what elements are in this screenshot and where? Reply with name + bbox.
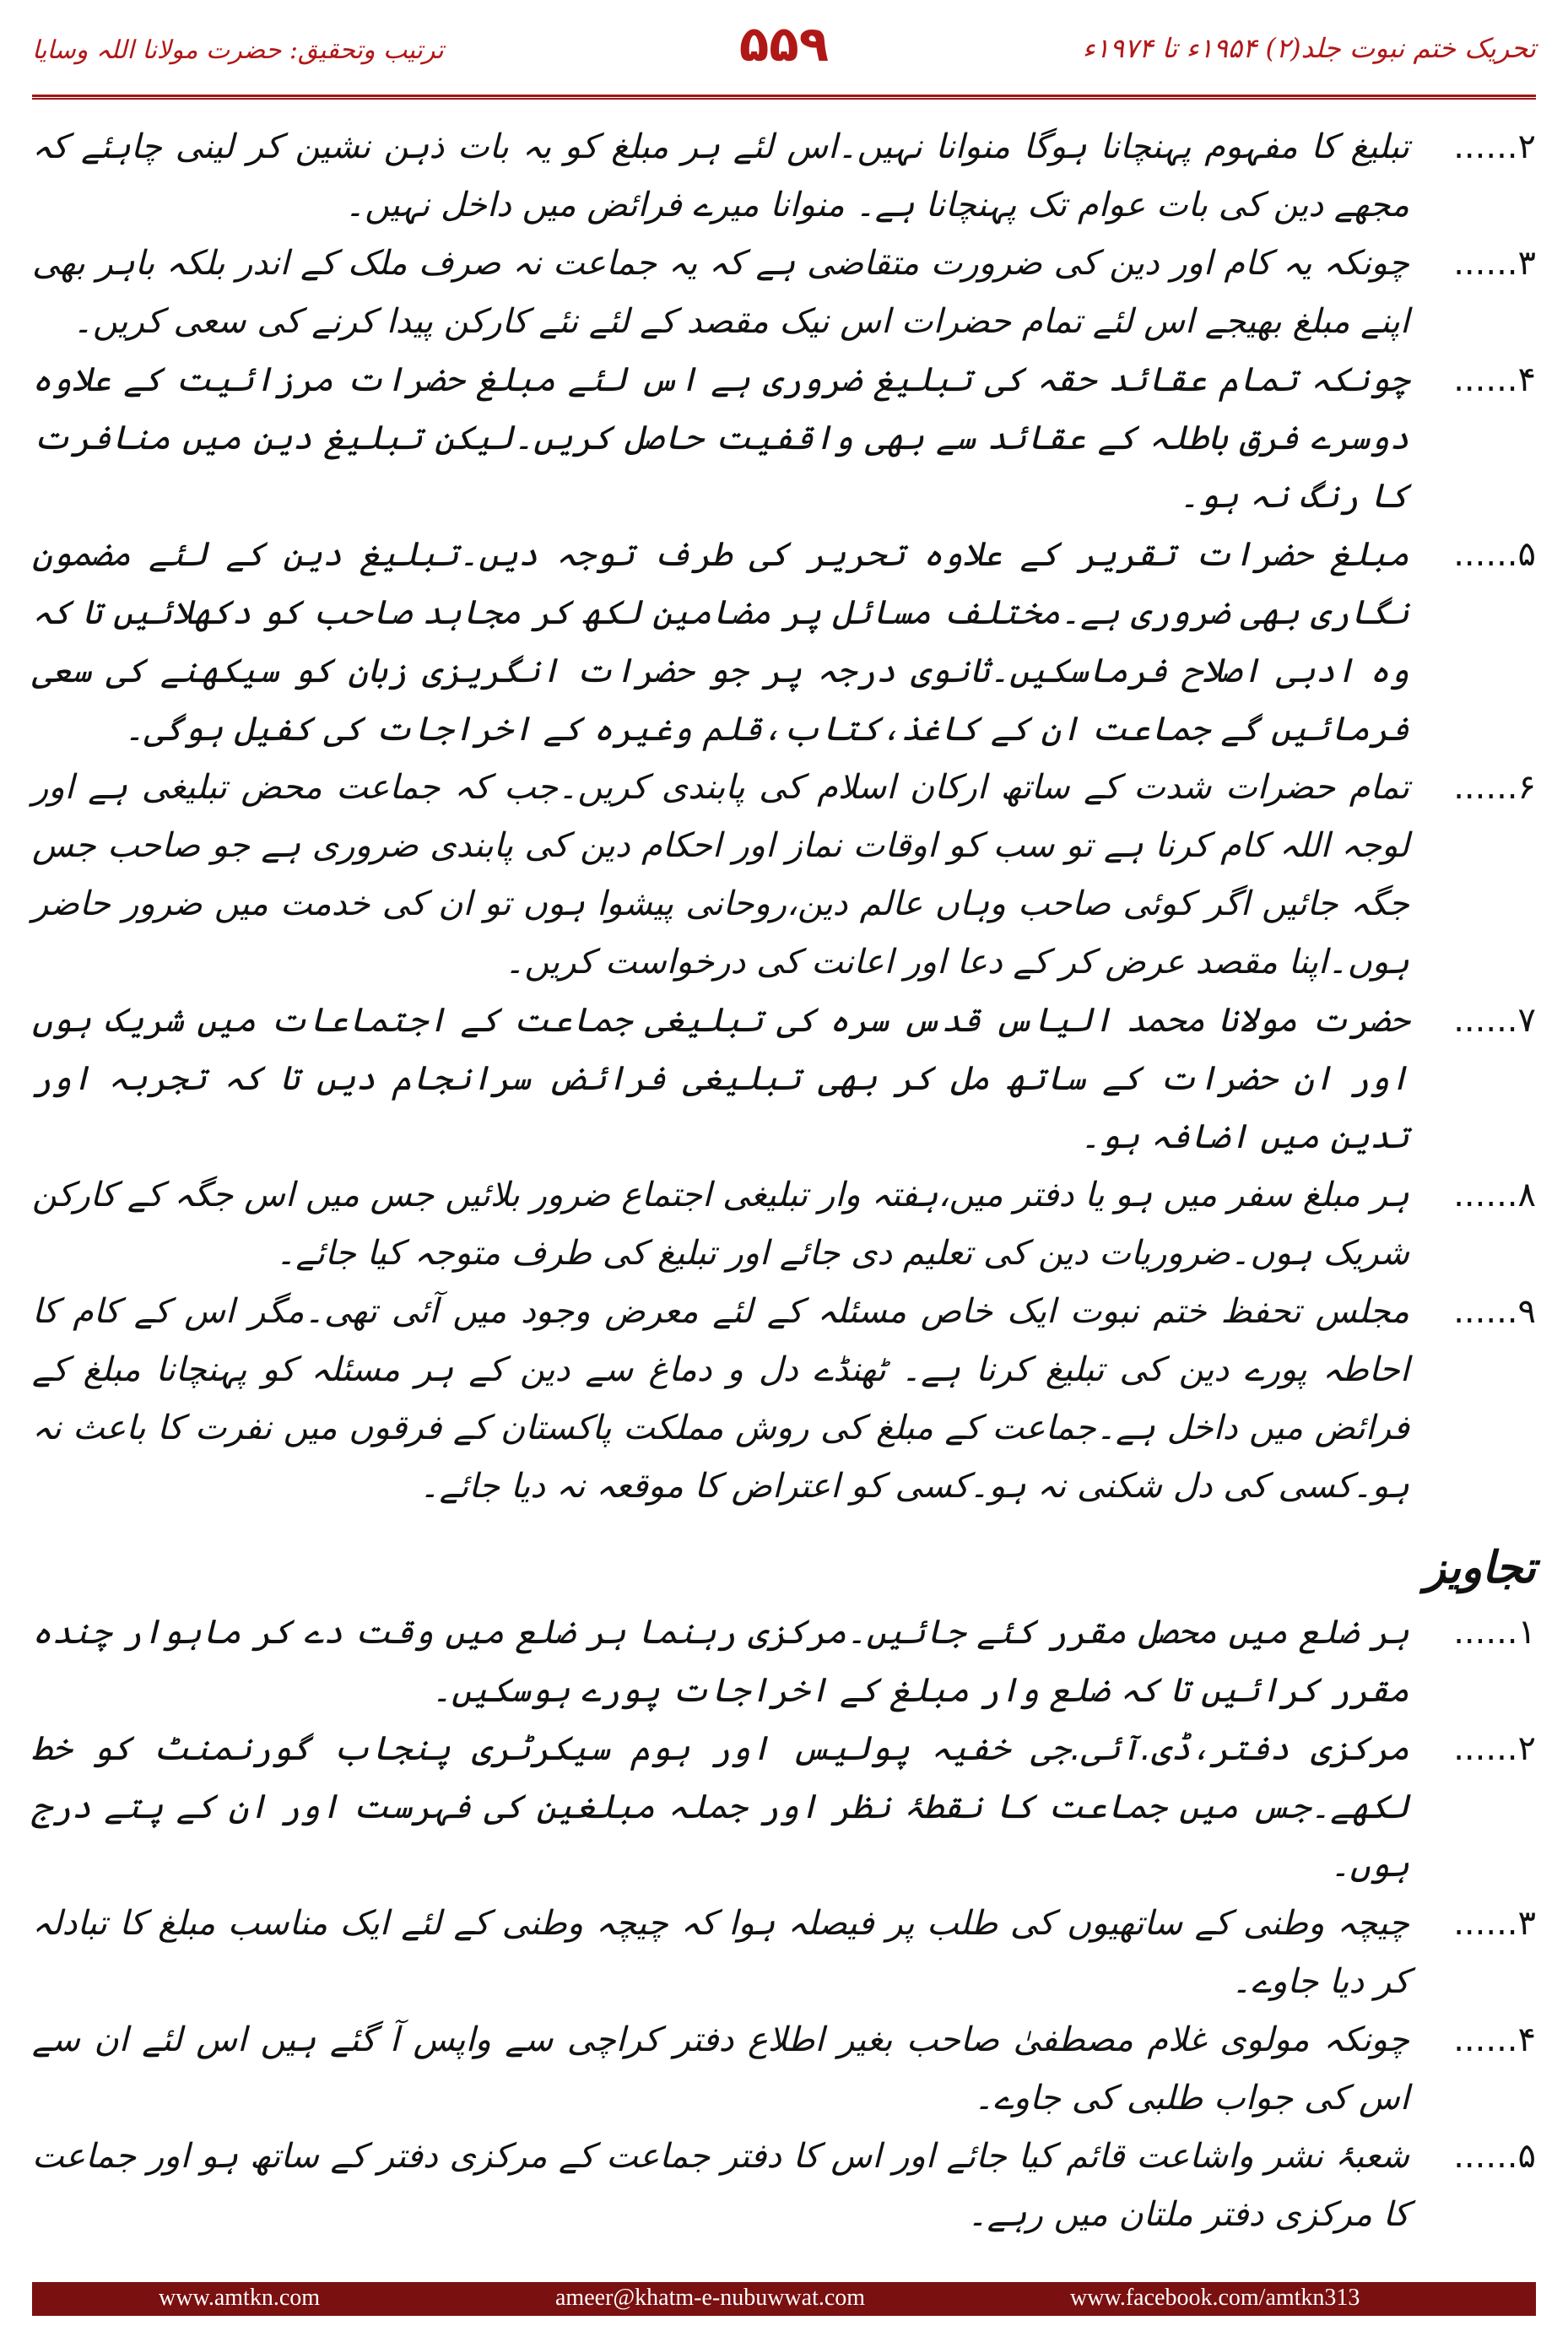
point-text: چونکہ تمام عقائد حقہ کی تبلیغ ضروری ہے اس لئے مبلغ حضرات مرزائیت کے علاوہ دوسرے فرق باطلہ کے عقائد سے بھی واقفیت حاصل کریں۔لیکن تبلیغ دین میں منافرت کا رنگ نہ ہو۔ <box>32 360 1409 516</box>
point-item <box>32 118 1536 235</box>
proposal-number: ۵...... <box>1453 2137 1536 2176</box>
proposal-text: چونکہ مولوی غلام مصطفیٰ صاحب بغیر اطلاع دفتر کراچی سے واپس آ گئے ہیں اس لئے ان سے اس کی جواب طلبی کی جاوے۔ <box>32 2020 1409 2118</box>
page-header <box>0 0 1568 101</box>
point-number: ۸...... <box>1453 1176 1536 1214</box>
footer-website-link[interactable]: www.amtkn.com <box>159 2285 321 2311</box>
point-number: ۷...... <box>1453 1001 1536 1040</box>
proposal-number: ۳...... <box>1453 1904 1536 1943</box>
header-divider <box>32 95 1536 100</box>
point-item <box>32 526 1536 759</box>
point-text: تبلیغ کا مفہوم پہنچانا ہوگا منوانا نہیں۔اس لئے ہر مبلغ کو یہ بات ذہن نشین کر لینی چاہئے کہ مجھے دین کی بات عوام تک پہنچانا ہے۔ منوانا میرے فرائض میں داخل نہیں۔ <box>32 127 1409 224</box>
point-text: تمام حضرات شدت کے ساتھ ارکان اسلام کی پابندی کریں۔جب کہ جماعت محض تبلیغی ہے اور لوجہ اللہ کام کرنا ہے تو سب کو اوقات نماز اور احکام دین کی پابندی ضروری ہے جو صاحب جس جگہ جائیں اگر کوئی صاحب وہاں عالم دین،روحانی پیشوا ہوں تو ان کی خدمت میں ضرور حاضر ہوں۔اپنا مقصد عرض کر کے دعا اور اعانت کی درخواست کریں۔ <box>32 768 1409 982</box>
point-item <box>32 351 1536 526</box>
page-number: ۵۵۹ <box>738 15 830 73</box>
page-body <box>32 118 1536 2244</box>
proposal-number: ۱...... <box>1453 1613 1536 1652</box>
point-number: ۲...... <box>1453 127 1536 166</box>
point-item <box>32 235 1536 351</box>
compiler-credit: ترتیب وتحقیق: حضرت مولانا اللہ وسایا <box>32 35 444 65</box>
point-number: ۶...... <box>1453 768 1536 807</box>
point-text: مجلس تحفظ ختم نبوت ایک خاص مسئلہ کے لئے معرض وجود میں آئی تھی۔مگر اس کے کام کا احاطہ پورے دین کی تبلیغ کرنا ہے۔ ٹھنڈے دل و دماغ سے دین کے ہر مسئلہ کو پہنچانا مبلغ کے فرائض میں داخل ہے۔جماعت کے مبلغ کی روش مملکت پاکستان کے فرقوں میں نفرت کا باعث نہ ہو۔کسی کی دل شکنی نہ ہو۔کسی کو اعتراض کا موقعہ نہ دیا جائے۔ <box>32 1292 1409 1506</box>
point-number: ۹...... <box>1453 1292 1536 1331</box>
proposal-text: مرکزی دفتر،ڈی.آئی.جی خفیہ پولیس اور ہوم سیکرٹری پنجاب گورنمنٹ کو خط لکھے۔جس میں جماعت کا نقطۂ نظر اور جملہ مبلغین کی فہرست اور ان کے پتے درج ہوں۔ <box>32 1729 1409 1885</box>
proposal-number: ۴...... <box>1453 2020 1536 2059</box>
proposal-text: ہر ضلع میں محصل مقرر کئے جائیں۔مرکزی رہنما ہر ضلع میں وقت دے کر ماہوار چندہ مقرر کرائیں تا کہ ضلع وار مبلغ کے اخراجات پورے ہوسکیں۔ <box>32 1613 1409 1710</box>
proposal-text: شعبۂ نشر واشاعت قائم کیا جائے اور اس کا دفتر جماعت کے مرکزی دفتر کے ساتھ ہو اور جماعت کا مرکزی دفتر ملتان میں رہے۔ <box>32 2137 1410 2234</box>
proposal-text: چیچہ وطنی کے ساتھیوں کی طلب پر فیصلہ ہوا کہ چیچہ وطنی کے لئے ایک مناسب مبلغ کا تبادلہ کر دیا جاوے۔ <box>32 1904 1409 2001</box>
proposal-item <box>32 1604 1536 1720</box>
page-footer <box>32 2282 1536 2316</box>
book-title: تحریک ختم نبوت جلد(۲) ۱۹۵۴ء تا ۱۹۷۴ء <box>1082 32 1536 64</box>
point-item <box>32 759 1536 992</box>
footer-email-link[interactable]: ameer@khatm-e-nubuwwat.com <box>555 2285 866 2311</box>
footer-facebook-link[interactable]: www.facebook.com/amtkn313 <box>1070 2285 1360 2311</box>
point-item <box>32 992 1536 1166</box>
point-text: مبلغ حضرات تقریر کے علاوہ تحریر کی طرف توجہ دیں۔تبلیغ دین کے لئے مضمون نگاری بھی ضروری ہے۔مختلف مسائل پر مضامین لکھ کر مجاہد صاحب کو دکھلائیں تا کہ وہ ادبی اصلاح فرماسکیں۔ثانوی درجہ پر جو حضرات انگریزی زبان کو سیکھنے کی سعی فرمائیں گے جماعت ان کے کاغذ،کتاب،قلم وغیرہ کے اخراجات کی کفیل ہوگی۔ <box>32 535 1409 749</box>
point-number: ۵...... <box>1453 535 1536 574</box>
point-number: ۴...... <box>1453 360 1536 399</box>
point-text: حضرت مولانا محمد الیاس قدس سرہ کی تبلیغی جماعت کے اجتماعات میں شریک ہوں اور ان حضرات کے ساتھ مل کر بھی تبلیغی فرائض سرانجام دیں تا کہ تجربہ اور تدین میں اضافہ ہو۔ <box>32 1001 1409 1156</box>
proposals-heading: تجاویز <box>1424 1543 1536 1593</box>
proposal-item <box>32 2128 1536 2244</box>
proposal-item <box>32 2011 1536 2128</box>
proposal-item <box>32 1895 1536 2011</box>
proposal-item <box>32 1720 1536 1895</box>
point-item <box>32 1166 1536 1283</box>
point-text: ہر مبلغ سفر میں ہو یا دفتر میں،ہفتہ وار تبلیغی اجتماع ضرور بلائیں جس میں اس جگہ کے کارکن شریک ہوں۔ضروریات دین کی تعلیم دی جائے اور تبلیغ کی طرف متوجہ کیا جائے۔ <box>32 1176 1409 1273</box>
point-number: ۳...... <box>1453 244 1536 283</box>
proposal-number: ۲...... <box>1453 1729 1536 1768</box>
point-item <box>32 1283 1536 1516</box>
point-text: چونکہ یہ کام اور دین کی ضرورت متقاضی ہے کہ یہ جماعت نہ صرف ملک کے اندر بلکہ باہر بھی اپنے مبلغ بھیجے اس لئے تمام حضرات اس نیک مقصد کے لئے نئے کارکن پیدا کرنے کی سعی کریں۔ <box>32 244 1409 341</box>
